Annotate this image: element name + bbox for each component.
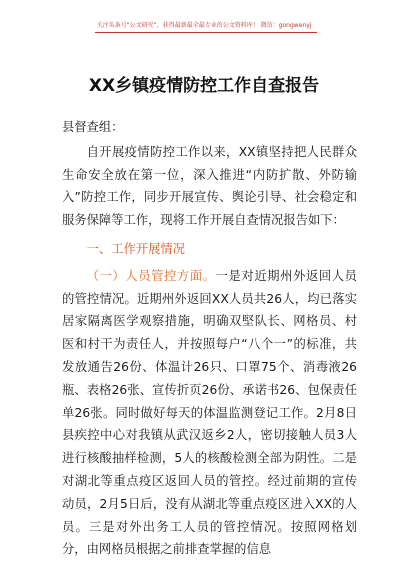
subsection-text: 一是对近期州外返回人员的管控情况。近期州外返回XX人员共26人，均已落实居家隔离医学观察措施，明确双堅队长、网格员、村医和村干为责任人，并按照每户“八个一”的标准，共发放通告26份、体温计26只、口罩75个、消毒液26瓶、表格26张、宣传折页26份、承诺书26、包保责任单26张。同时做好每天的体温监测登记工作。2月8日县疾控中心对我镇从武汉返乡2人，密切接触人员3人进行核酸抽样检测，5人的核酸检测全部为阴性。二是对湖北等重点疫区返回人员的管控。经过前期的宣传动员，2月5日后，没有从湖北等重点疫区进入XX的人员。三是对外出务工人员的管控情况。按照网格划分，由网格员根据之前排查掌握的信息 [62, 268, 357, 557]
greeting: 县督查组： [62, 120, 124, 134]
subsection-label: （一）人员管控方面。 [86, 268, 216, 283]
document-title: XX乡镇疫情防控工作自查报告 [88, 76, 320, 96]
document-body [62, 116, 357, 561]
section-heading: 一、工作开展情况 [86, 241, 185, 256]
header-divider [95, 32, 317, 33]
header-banner: 关注头条号“公文研究”，获得最新最全最专业的公文资料库！ 微信：gongwenyj [96, 22, 312, 29]
subsection-paragraph [62, 265, 357, 561]
intro-paragraph: 自开展疫情防控工作以来，XX镇坚持把人民群众生命安全放在第一位，深入推进“内防扩散、外防输入”防控工作，同步开展宣传、舆论引导、社会稳定和服务保障等工作，现将工作开展自查情况报告如下： [62, 144, 357, 228]
